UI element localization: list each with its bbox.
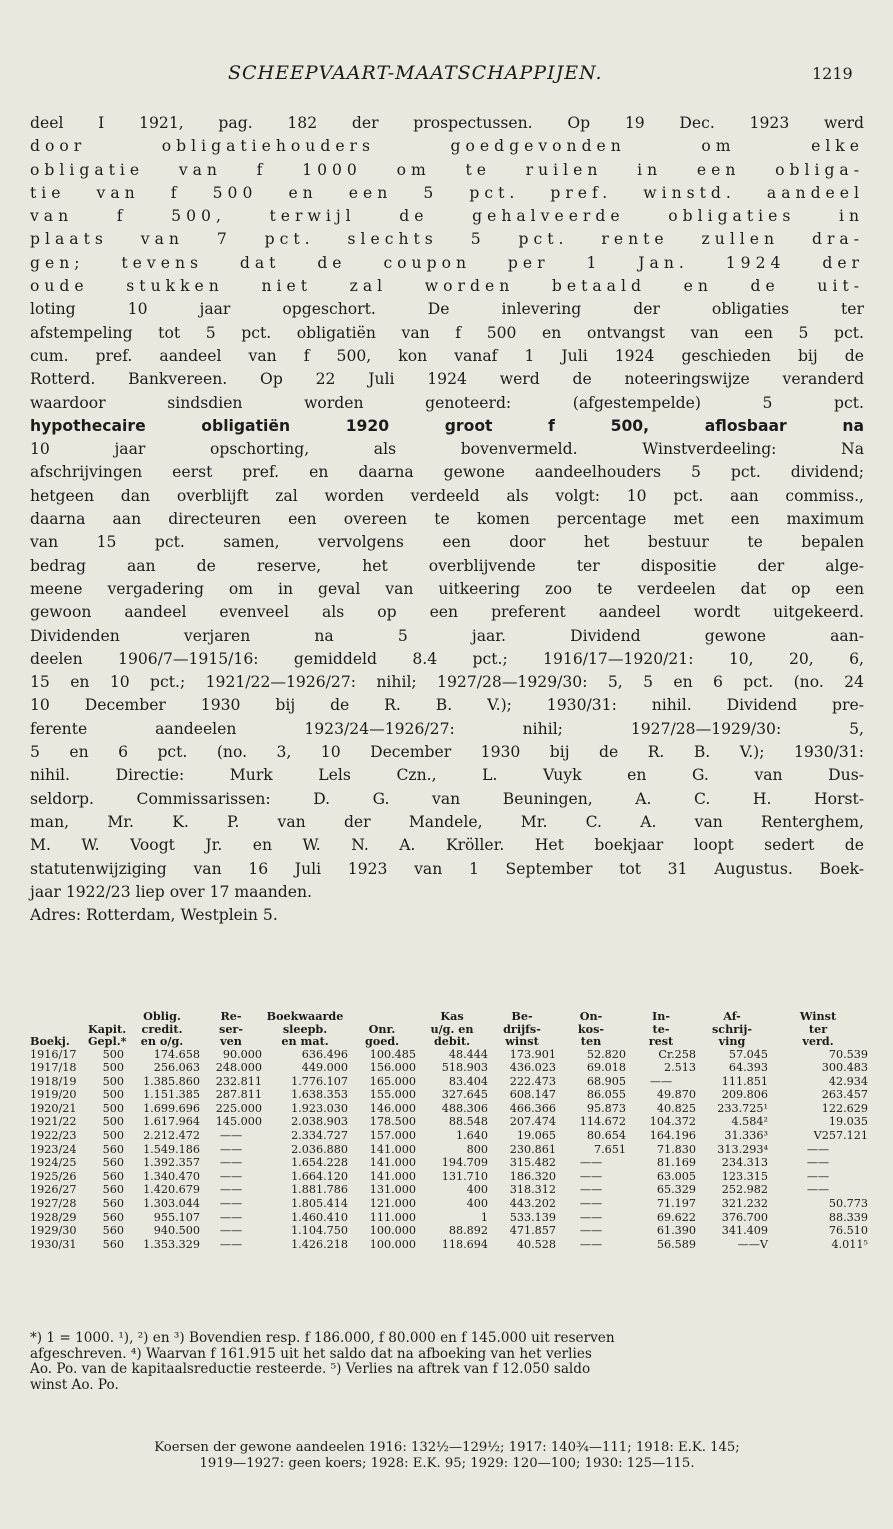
table-cell: 230.861 xyxy=(509,1142,556,1156)
table-cell: —— xyxy=(219,1183,243,1197)
text-line: bedrag aan de reserve, het overblijvende ter dispositie der alge- xyxy=(30,556,864,575)
table-header-cell: drijfs- xyxy=(503,1021,541,1036)
table-row xyxy=(30,1102,868,1116)
table-row xyxy=(30,1061,868,1075)
table-cell: 1919/20 xyxy=(30,1088,77,1102)
table-header-cell xyxy=(348,1010,416,1023)
text-line: gewoon aandeel evenveel als op een preferent aandeel wordt uitgekeerd. xyxy=(30,603,864,622)
table-cell: 1.654.228 xyxy=(291,1156,348,1170)
table-cell: 1.776.107 xyxy=(291,1074,348,1088)
footnote-line: afgeschreven. ⁴) Waarvan f 161.915 uit het saldo dat na afboeking van het verlies xyxy=(30,1345,592,1362)
table-cell: 1923/24 xyxy=(30,1142,77,1156)
table-header-cell xyxy=(30,1010,88,1023)
table-cell: 2.036.880 xyxy=(291,1142,348,1156)
table-cell: 560 xyxy=(102,1210,124,1224)
text-line: plaats van 7 pct. slechts 5 pct. rente zullen dra- xyxy=(30,230,864,249)
table-cell: 955.107 xyxy=(153,1210,200,1224)
table-cell: 69.622 xyxy=(656,1210,696,1224)
table-cell: 157.000 xyxy=(369,1129,416,1143)
table-cell: 1927/28 xyxy=(30,1197,77,1211)
running-title: SCHEEPVAART-MAATSCHAPPIJEN. xyxy=(228,62,603,84)
table-cell: 178.500 xyxy=(369,1115,416,1129)
table-cell: 156.000 xyxy=(369,1061,416,1075)
table-cell: 471.857 xyxy=(509,1224,556,1238)
text-line: M. W. Voogt Jr. en W. N. A. Kröller. Het boekjaar loopt sedert de xyxy=(30,836,864,855)
text-line: loting 10 jaar opgeschort. De inlevering der obligaties ter xyxy=(30,300,864,319)
table-header-cell: Re- xyxy=(220,1009,242,1023)
table-header-cell: sleepb. xyxy=(282,1021,328,1036)
table-cell: —— xyxy=(219,1197,243,1211)
table-cell: 1917/18 xyxy=(30,1061,77,1075)
table-header-cell: schrij- xyxy=(711,1021,753,1036)
table-cell: 50.773 xyxy=(828,1197,868,1211)
prices-line: Koersen der gewone aandeelen 1916: 132½—129½; 1917: 140¾—111; 1918: E.K. 145; xyxy=(154,1440,740,1455)
table-header-cell: en mat. xyxy=(281,1034,329,1048)
data-table xyxy=(30,1010,868,1251)
table-cell: —— xyxy=(219,1237,243,1251)
table-row xyxy=(30,1197,868,1211)
table-cell: 1930/31 xyxy=(30,1237,77,1251)
table-cell: 131.000 xyxy=(369,1183,416,1197)
table-cell: 500 xyxy=(102,1088,124,1102)
table-cell: 71.830 xyxy=(656,1142,696,1156)
table-cell: 1.426.218 xyxy=(291,1237,348,1251)
text-line: deel I 1921, pag. 182 der prospectussen. Op 19 Dec. 1923 werd xyxy=(30,114,864,132)
text-line: waardoor sindsdien worden genoteerd: (afgestempelde) 5 pct. xyxy=(30,393,864,412)
table-row xyxy=(30,1088,868,1102)
text-line: 10 December 1930 bij de R. B. V.); 1930/31: nihil. Dividend pre- xyxy=(30,696,864,715)
text-line: tie van f 500 en een 5 pct. pref. winstd. aandeel xyxy=(30,183,864,202)
table-cell: 56.589 xyxy=(656,1237,696,1251)
table-cell: 248.000 xyxy=(215,1061,262,1075)
table-cell: 48.444 xyxy=(448,1047,488,1061)
table-cell: 61.390 xyxy=(656,1224,696,1238)
text-line: Dividenden verjaren na 5 jaar. Dividend gewone aan- xyxy=(30,626,864,645)
table-cell: 95.873 xyxy=(586,1101,626,1115)
table-cell: 68.905 xyxy=(586,1074,626,1088)
table-cell: 145.000 xyxy=(215,1115,262,1129)
table-header-cell: Kas xyxy=(440,1009,464,1023)
table-cell: 49.870 xyxy=(656,1088,696,1102)
table-cell: 121.000 xyxy=(369,1197,416,1211)
table-header xyxy=(30,1010,868,1048)
table-header-cell: Gepl.* xyxy=(88,1034,127,1048)
table-cell: 263.457 xyxy=(821,1088,868,1102)
table-cell: 256.063 xyxy=(153,1061,200,1075)
table-cell: 376.700 xyxy=(721,1210,768,1224)
table-header-cell: winst xyxy=(505,1034,539,1048)
table-cell: 500 xyxy=(102,1101,124,1115)
table-header-cell: ving xyxy=(718,1034,746,1048)
text-line: nihil. Directie: Murk Lels Czn., L. Vuyk en G. van Dus- xyxy=(30,766,864,785)
table-cell: 57.045 xyxy=(728,1047,768,1061)
table-cell: 63.005 xyxy=(656,1169,696,1183)
table-cell: 225.000 xyxy=(215,1101,262,1115)
table-cell: —— xyxy=(219,1142,243,1156)
table-cell: 2.334.727 xyxy=(291,1129,348,1143)
table-cell: 7.651 xyxy=(593,1142,626,1156)
table-cell: 1929/30 xyxy=(30,1224,77,1238)
table-header-cell: ser- xyxy=(219,1021,243,1036)
text-line: obligatie van f 1000 om te ruilen in een obliga- xyxy=(30,160,864,179)
table-cell: 1924/25 xyxy=(30,1156,77,1170)
table-header-cell: Oblig. xyxy=(143,1009,181,1023)
table-cell: 560 xyxy=(102,1142,124,1156)
table-cell: 560 xyxy=(102,1169,124,1183)
text-line: daarna aan directeuren een overeen te komen percentage met een maximum xyxy=(30,510,864,529)
table-cell: 4.584² xyxy=(731,1115,768,1129)
table-cell: —— xyxy=(579,1237,603,1251)
table-cell: 122.629 xyxy=(821,1101,868,1115)
table-cell: 1.353.329 xyxy=(143,1237,200,1251)
table-cell: 100.000 xyxy=(369,1237,416,1251)
table-cell: 80.654 xyxy=(586,1129,626,1143)
table-cell: 1.805.414 xyxy=(291,1197,348,1211)
table-cell: 86.055 xyxy=(586,1088,626,1102)
table-cell: 1.881.786 xyxy=(291,1183,348,1197)
table-cell: 500 xyxy=(102,1047,124,1061)
table-cell: 155.000 xyxy=(369,1088,416,1102)
table-cell: 114.672 xyxy=(579,1115,626,1129)
table-header-cell: Be- xyxy=(511,1009,533,1023)
address-line: Adres: Rotterdam, Westplein 5. xyxy=(30,906,278,925)
text-line-bold: hypothecaire obligatiën 1920 groot f 500, aflosbaar na xyxy=(30,416,864,435)
prices-line: 1919—1927: geen koers; 1928: E.K. 95; 1929: 120—100; 1930: 125—115. xyxy=(199,1456,695,1471)
table-cell: 1.640 xyxy=(455,1129,488,1143)
text-line: oude stukken niet zal worden betaald en de uit- xyxy=(30,277,864,296)
text-line: ferente aandeelen 1923/24—1926/27: nihil; 1927/28—1929/30: 5, xyxy=(30,719,864,738)
table-header-cell: In- xyxy=(651,1009,670,1023)
table-header-cell: verd. xyxy=(802,1034,834,1048)
table-cell: 111.851 xyxy=(721,1074,768,1088)
table-cell: 141.000 xyxy=(369,1142,416,1156)
table-cell: 400 xyxy=(466,1183,488,1197)
table-cell: 560 xyxy=(102,1183,124,1197)
table-cell: 1926/27 xyxy=(30,1183,77,1197)
table-cell: —— xyxy=(579,1210,603,1224)
table-cell: 1.420.679 xyxy=(143,1183,200,1197)
table-cell: 1 xyxy=(480,1210,488,1224)
table-cell: 500 xyxy=(102,1061,124,1075)
table-cell: 207.474 xyxy=(509,1115,556,1129)
table-cell: 141.000 xyxy=(369,1156,416,1170)
text-line: Rotterd. Bankvereen. Op 22 Juli 1924 werd de noteeringswijze veranderd xyxy=(30,370,864,389)
table-cell: 194.709 xyxy=(441,1156,488,1170)
text-line: 10 jaar opschorting, als bovenvermeld. Winstverdeeling: Na xyxy=(30,440,864,459)
table-cell: 560 xyxy=(102,1237,124,1251)
table-cell: 164.196 xyxy=(649,1129,696,1143)
table-cell: 88.548 xyxy=(448,1115,488,1129)
table-cell: 141.000 xyxy=(369,1169,416,1183)
table-cell: 341.409 xyxy=(721,1224,768,1238)
table-cell: 449.000 xyxy=(301,1061,348,1075)
table-cell: 1.460.410 xyxy=(291,1210,348,1224)
table-cell: 1.664.120 xyxy=(291,1169,348,1183)
text-line: meene vergadering om in geval van uitkeering zoo te verdeelen dat op een xyxy=(30,579,864,598)
table-cell: 1.617.964 xyxy=(143,1115,200,1129)
table-row xyxy=(30,1143,868,1157)
table-cell: 31.336³ xyxy=(724,1129,768,1143)
table-cell: 560 xyxy=(102,1224,124,1238)
table-row xyxy=(30,1170,868,1184)
table-cell: 1925/26 xyxy=(30,1169,77,1183)
body-text xyxy=(30,112,864,927)
table-cell: 500 xyxy=(102,1129,124,1143)
table-header-cell: te- xyxy=(652,1021,670,1036)
table-row xyxy=(30,1129,868,1143)
text-line: 15 en 10 pct.; 1921/22—1926/27: nihil; 1927/28—1929/30: 5, 5 en 6 pct. (no. 24 xyxy=(30,673,864,692)
table-cell: —— xyxy=(219,1210,243,1224)
table-cell: 533.139 xyxy=(509,1210,556,1224)
table-cell: 2.513 xyxy=(663,1061,696,1075)
table-cell: —— xyxy=(579,1183,603,1197)
table-header-row xyxy=(30,1035,868,1048)
table-cell: 100.000 xyxy=(369,1224,416,1238)
table-cell: V257.121 xyxy=(813,1129,868,1143)
text-line: van f 500, terwijl de gehalveerde obligaties in xyxy=(30,207,864,226)
table-cell: 40.528 xyxy=(516,1237,556,1251)
text-line: cum. pref. aandeel van f 500, kon vanaf 1 Juli 1924 geschieden bij de xyxy=(30,346,864,365)
table-cell: 123.315 xyxy=(721,1169,768,1183)
table-row xyxy=(30,1156,868,1170)
table-row xyxy=(30,1238,868,1252)
text-line: afschrijvingen eerst pref. en daarna gewone aandeelhouders 5 pct. dividend; xyxy=(30,463,864,482)
table-header-cell: kos- xyxy=(577,1021,605,1036)
table-cell: 1921/22 xyxy=(30,1115,77,1129)
footnote-line: *) 1 = 1000. ¹), ²) en ³) Bovendien resp. f 186.000, f 80.000 en f 145.000 uit reserven xyxy=(30,1330,615,1346)
table-cell: 146.000 xyxy=(369,1101,416,1115)
table-cell: 88.892 xyxy=(448,1224,488,1238)
table-header-cell: ter xyxy=(808,1021,828,1036)
table-cell: 500 xyxy=(102,1074,124,1088)
table-header-cell: Boekj. xyxy=(30,1034,70,1048)
page-header xyxy=(0,62,893,92)
table-cell: 64.393 xyxy=(728,1061,768,1075)
table-cell: 1928/29 xyxy=(30,1210,77,1224)
table-cell: 608.147 xyxy=(509,1088,556,1102)
table-cell: 71.197 xyxy=(656,1197,696,1211)
text-line: afstempeling tot 5 pct. obligatiën van f 500 en ontvangst van een 5 pct. xyxy=(30,323,864,342)
table-cell: 1.923.030 xyxy=(291,1101,348,1115)
footnotes xyxy=(30,1331,864,1393)
table-cell: 1920/21 xyxy=(30,1101,77,1115)
text-line: statutenwijziging van 16 Juli 1923 van 1 September tot 31 Augustus. Boek- xyxy=(30,859,864,878)
table-cell: 42.934 xyxy=(828,1074,868,1088)
table-cell: —— xyxy=(219,1156,243,1170)
table-header-cell: Winst xyxy=(799,1009,837,1023)
share-prices xyxy=(30,1440,864,1472)
table-cell: 83.404 xyxy=(448,1074,488,1088)
text-line: seldorp. Commissarissen: D. G. van Beuningen, A. C. H. Horst- xyxy=(30,789,864,808)
table-cell: 318.312 xyxy=(509,1183,556,1197)
table-cell: 1.392.357 xyxy=(143,1156,200,1170)
table-cell: 1.385.860 xyxy=(143,1074,200,1088)
table-cell: ——V xyxy=(737,1237,768,1251)
table-header-cell: Kapit. xyxy=(88,1021,127,1036)
table-cell: 2.212.472 xyxy=(143,1129,200,1143)
table-cell: —— xyxy=(219,1129,243,1143)
table-cell: —— xyxy=(649,1074,673,1088)
table-cell: 500 xyxy=(102,1115,124,1129)
table-row xyxy=(30,1115,868,1129)
table-cell: —— xyxy=(579,1224,603,1238)
table-row xyxy=(30,1211,868,1225)
table-header-cell: rest xyxy=(648,1034,674,1048)
table-cell: 232.811 xyxy=(215,1074,262,1088)
page-number: 1219 xyxy=(812,64,853,83)
table-header-cell: credit. xyxy=(141,1021,183,1036)
table-cell: 209.806 xyxy=(721,1088,768,1102)
table-cell: 436.023 xyxy=(509,1061,556,1075)
table-header-cell: ten xyxy=(580,1034,602,1048)
financial-table xyxy=(30,1010,868,1251)
table-cell: 165.000 xyxy=(369,1074,416,1088)
table-cell: 636.496 xyxy=(301,1047,348,1061)
table-cell: 287.811 xyxy=(215,1088,262,1102)
table-cell: 131.710 xyxy=(441,1169,488,1183)
table-cell: 300.483 xyxy=(821,1061,868,1075)
table-header-cell: ven xyxy=(220,1034,242,1048)
table-cell: 65.329 xyxy=(656,1183,696,1197)
table-cell: 69.018 xyxy=(586,1061,626,1075)
table-cell: 111.000 xyxy=(369,1210,416,1224)
text-line: man, Mr. K. P. van der Mandele, Mr. C. A. van Renterghem, xyxy=(30,812,864,831)
table-cell: 52.820 xyxy=(586,1047,626,1061)
table-cell: 19.065 xyxy=(516,1129,556,1143)
table-cell: 1.303.044 xyxy=(143,1197,200,1211)
table-cell: 1.549.186 xyxy=(143,1142,200,1156)
table-header-row xyxy=(30,1010,868,1023)
table-cell: 88.339 xyxy=(828,1210,868,1224)
table-cell: 400 xyxy=(466,1197,488,1211)
table-header-cell xyxy=(88,1010,124,1023)
table-header-cell: debit. xyxy=(433,1034,471,1048)
table-cell: 1918/19 xyxy=(30,1074,77,1088)
table-cell: 174.658 xyxy=(153,1047,200,1061)
table-cell: —— xyxy=(806,1169,830,1183)
table-cell: 186.320 xyxy=(509,1169,556,1183)
table-cell: —— xyxy=(219,1169,243,1183)
table-cell: 1.151.385 xyxy=(143,1088,200,1102)
table-cell: 1.638.353 xyxy=(291,1088,348,1102)
table-cell: —— xyxy=(806,1156,830,1170)
table-body xyxy=(30,1048,868,1252)
footnote-line: Ao. Po. van de kapitaalsreductie resteerde. ⁵) Verlies na aftrek van f 12.050 saldo xyxy=(30,1361,591,1377)
table-cell: 560 xyxy=(102,1156,124,1170)
table-cell: 560 xyxy=(102,1197,124,1211)
table-cell: 940.500 xyxy=(153,1224,200,1238)
table-cell: —— xyxy=(806,1142,830,1156)
table-cell: 222.473 xyxy=(509,1074,556,1088)
table-cell: 4.011⁵ xyxy=(831,1237,868,1251)
text-line: door obligatiehouders goedgevonden om elke xyxy=(30,137,864,156)
table-cell: 81.169 xyxy=(656,1156,696,1170)
table-cell: 327.645 xyxy=(441,1088,488,1102)
table-cell: —— xyxy=(219,1224,243,1238)
table-cell: 443.202 xyxy=(509,1197,556,1211)
table-header-cell: On- xyxy=(579,1009,603,1023)
table-cell: 76.510 xyxy=(828,1224,868,1238)
table-cell: 234.313 xyxy=(721,1156,768,1170)
table-cell: 313.293⁴ xyxy=(717,1142,768,1156)
table-cell: 173.901 xyxy=(509,1047,556,1061)
table-cell: 40.825 xyxy=(656,1101,696,1115)
table-row xyxy=(30,1048,868,1062)
text-line: van 15 pct. samen, vervolgens een door het bestuur te bepalen xyxy=(30,533,864,552)
text-line: 5 en 6 pct. (no. 3, 10 December 1930 bij de R. B. V.); 1930/31: xyxy=(30,743,864,762)
table-header-cell: Boekwaarde xyxy=(266,1009,344,1023)
table-header-cell: goed. xyxy=(364,1034,400,1048)
table-cell: Cr.258 xyxy=(658,1047,696,1061)
table-cell: —— xyxy=(579,1156,603,1170)
table-cell: 233.725¹ xyxy=(717,1101,768,1115)
table-cell: —— xyxy=(579,1169,603,1183)
table-cell: 252.982 xyxy=(721,1183,768,1197)
table-cell: —— xyxy=(579,1197,603,1211)
table-header-cell: Onr. xyxy=(368,1021,396,1036)
table-cell: 1.340.470 xyxy=(143,1169,200,1183)
footnote-line: winst Ao. Po. xyxy=(30,1376,119,1393)
table-cell: 90.000 xyxy=(222,1047,262,1061)
table-header-cell: en o/g. xyxy=(140,1034,184,1048)
table-cell: 1922/23 xyxy=(30,1129,77,1143)
table-cell: 315.482 xyxy=(509,1156,556,1170)
text-line: deelen 1906/7—1915/16: gemiddeld 8.4 pct.; 1916/17—1920/21: 10, 20, 6, xyxy=(30,649,864,668)
table-cell: 466.366 xyxy=(509,1101,556,1115)
table-cell: 2.038.903 xyxy=(291,1115,348,1129)
table-row xyxy=(30,1224,868,1238)
table-cell: 800 xyxy=(466,1142,488,1156)
table-header-cell: Af- xyxy=(723,1009,741,1023)
table-cell: 100.485 xyxy=(369,1047,416,1061)
table-cell: 104.372 xyxy=(649,1115,696,1129)
text-line: hetgeen dan overblijft zal worden verdeeld als volgt: 10 pct. aan commiss., xyxy=(30,486,864,505)
table-cell: 321.232 xyxy=(721,1197,768,1211)
table-cell: 118.694 xyxy=(441,1237,488,1251)
table-row xyxy=(30,1075,868,1089)
text-line: jaar 1922/23 liep over 17 maanden. xyxy=(30,882,312,901)
table-cell: 488.306 xyxy=(441,1101,488,1115)
table-header-cell: u/g. en xyxy=(430,1021,474,1036)
table-cell: —— xyxy=(806,1183,830,1197)
table-cell: 518.903 xyxy=(441,1061,488,1075)
table-cell: 19.035 xyxy=(828,1115,868,1129)
table-cell: 1.699.696 xyxy=(143,1101,200,1115)
table-cell: 1916/17 xyxy=(30,1047,77,1061)
table-cell: 70.539 xyxy=(828,1047,868,1061)
text-line: gen; tevens dat de coupon per 1 Jan. 1924 der xyxy=(30,253,864,272)
table-cell: 1.104.750 xyxy=(291,1224,348,1238)
table-row xyxy=(30,1183,868,1197)
